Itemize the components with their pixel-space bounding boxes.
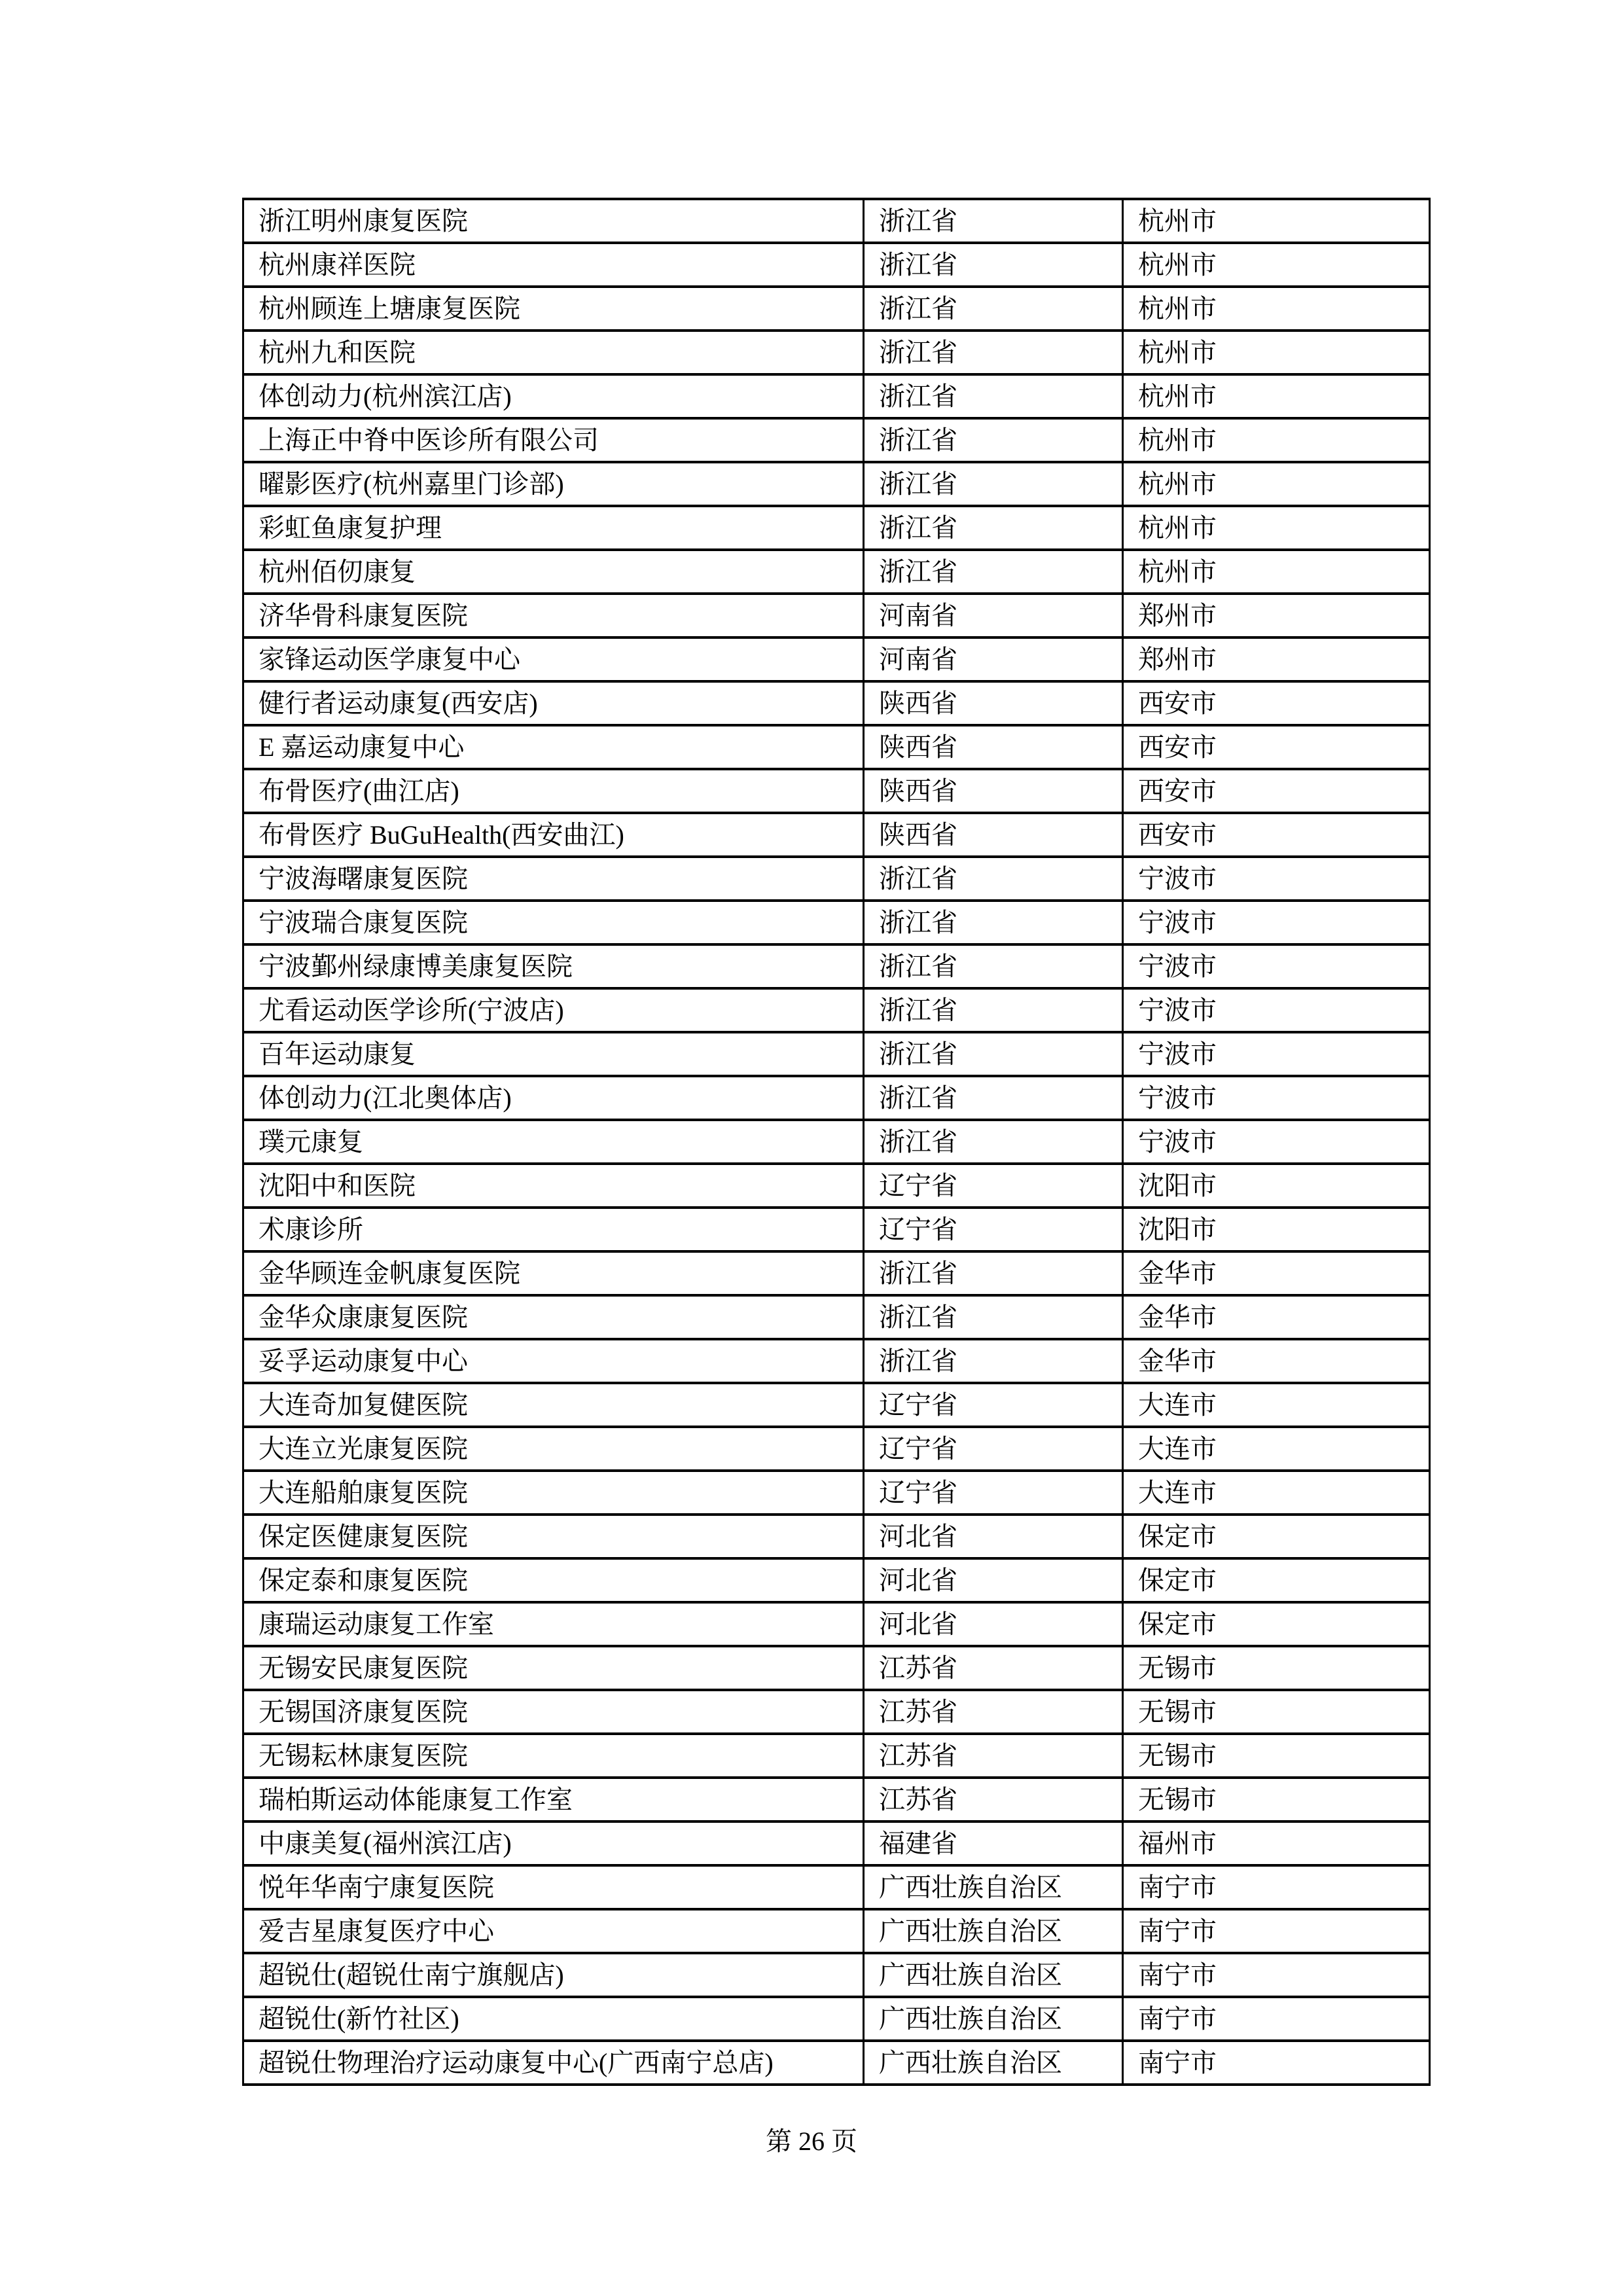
province-cell: 浙江省 <box>864 988 1123 1032</box>
province-cell: 浙江省 <box>864 1339 1123 1383</box>
province-cell: 辽宁省 <box>864 1471 1123 1515</box>
table-row <box>243 1602 1430 1646</box>
table-row <box>243 1558 1430 1602</box>
institution-name-cell: 上海正中脊中医诊所有限公司 <box>243 418 864 462</box>
province-cell: 河北省 <box>864 1515 1123 1558</box>
city-cell: 西安市 <box>1123 725 1430 769</box>
table-row <box>243 1076 1430 1120</box>
table-row <box>243 901 1430 944</box>
city-cell: 大连市 <box>1123 1471 1430 1515</box>
institution-name-cell: 杭州顾连上塘康复医院 <box>243 287 864 331</box>
page-number: 第 26 页 <box>766 2126 857 2156</box>
province-cell: 浙江省 <box>864 857 1123 901</box>
city-cell: 杭州市 <box>1123 506 1430 550</box>
city-cell: 宁波市 <box>1123 1120 1430 1164</box>
city-cell: 福州市 <box>1123 1821 1430 1865</box>
province-cell: 广西壮族自治区 <box>864 1953 1123 1997</box>
table-row <box>243 506 1430 550</box>
city-cell: 郑州市 <box>1123 594 1430 637</box>
city-cell: 宁波市 <box>1123 901 1430 944</box>
institution-name-cell: 无锡国济康复医院 <box>243 1690 864 1734</box>
city-cell: 沈阳市 <box>1123 1164 1430 1208</box>
province-cell: 广西壮族自治区 <box>864 1997 1123 2041</box>
province-cell: 浙江省 <box>864 1251 1123 1295</box>
institution-name-cell: 杭州佰仞康复 <box>243 550 864 594</box>
institution-name-cell: 无锡安民康复医院 <box>243 1646 864 1690</box>
city-cell: 南宁市 <box>1123 1997 1430 2041</box>
province-cell: 浙江省 <box>864 1032 1123 1076</box>
institution-name-cell: 中康美复(福州滨江店) <box>243 1821 864 1865</box>
province-cell: 浙江省 <box>864 199 1123 243</box>
table-row <box>243 857 1430 901</box>
province-cell: 浙江省 <box>864 944 1123 988</box>
table-row <box>243 1251 1430 1295</box>
institution-name-cell: 宁波鄞州绿康博美康复医院 <box>243 944 864 988</box>
province-cell: 广西壮族自治区 <box>864 1909 1123 1953</box>
province-cell: 浙江省 <box>864 462 1123 506</box>
city-cell: 宁波市 <box>1123 1032 1430 1076</box>
table-row <box>243 331 1430 374</box>
province-cell: 浙江省 <box>864 550 1123 594</box>
table-row <box>243 374 1430 418</box>
province-cell: 浙江省 <box>864 506 1123 550</box>
city-cell: 杭州市 <box>1123 331 1430 374</box>
institution-name-cell: 保定医健康复医院 <box>243 1515 864 1558</box>
province-cell: 浙江省 <box>864 1076 1123 1120</box>
province-cell: 河北省 <box>864 1602 1123 1646</box>
table-row <box>243 1515 1430 1558</box>
province-cell: 浙江省 <box>864 331 1123 374</box>
city-cell: 宁波市 <box>1123 988 1430 1032</box>
city-cell: 杭州市 <box>1123 550 1430 594</box>
table-row <box>243 1383 1430 1427</box>
city-cell: 金华市 <box>1123 1339 1430 1383</box>
city-cell: 西安市 <box>1123 813 1430 857</box>
institution-name-cell: 保定泰和康复医院 <box>243 1558 864 1602</box>
institution-name-cell: 大连奇加复健医院 <box>243 1383 864 1427</box>
table-row <box>243 637 1430 681</box>
table-row <box>243 1953 1430 1997</box>
city-cell: 无锡市 <box>1123 1690 1430 1734</box>
province-cell: 浙江省 <box>864 243 1123 287</box>
table-row <box>243 1646 1430 1690</box>
table-row <box>243 813 1430 857</box>
province-cell: 浙江省 <box>864 1120 1123 1164</box>
city-cell: 杭州市 <box>1123 462 1430 506</box>
institution-name-cell: 术康诊所 <box>243 1208 864 1251</box>
table-row <box>243 1295 1430 1339</box>
city-cell: 杭州市 <box>1123 243 1430 287</box>
city-cell: 金华市 <box>1123 1295 1430 1339</box>
table-row <box>243 769 1430 813</box>
institution-name-cell: 体创动力(江北奥体店) <box>243 1076 864 1120</box>
province-cell: 江苏省 <box>864 1690 1123 1734</box>
province-cell: 浙江省 <box>864 418 1123 462</box>
city-cell: 宁波市 <box>1123 1076 1430 1120</box>
institution-name-cell: 济华骨科康复医院 <box>243 594 864 637</box>
city-cell: 宁波市 <box>1123 857 1430 901</box>
city-cell: 杭州市 <box>1123 287 1430 331</box>
institution-name-cell: 爱吉星康复医疗中心 <box>243 1909 864 1953</box>
institution-name-cell: 康瑞运动康复工作室 <box>243 1602 864 1646</box>
province-cell: 河北省 <box>864 1558 1123 1602</box>
table-row <box>243 1208 1430 1251</box>
institution-name-cell: 家锋运动医学康复中心 <box>243 637 864 681</box>
city-cell: 大连市 <box>1123 1383 1430 1427</box>
table-row <box>243 462 1430 506</box>
city-cell: 南宁市 <box>1123 2041 1430 2085</box>
city-cell: 杭州市 <box>1123 418 1430 462</box>
city-cell: 保定市 <box>1123 1602 1430 1646</box>
table-row <box>243 287 1430 331</box>
table-row <box>243 1778 1430 1821</box>
table-row <box>243 2041 1430 2085</box>
institution-name-cell: 浙江明州康复医院 <box>243 199 864 243</box>
city-cell: 南宁市 <box>1123 1909 1430 1953</box>
institution-name-cell: 金华众康康复医院 <box>243 1295 864 1339</box>
city-cell: 无锡市 <box>1123 1734 1430 1778</box>
institution-name-cell: 百年运动康复 <box>243 1032 864 1076</box>
city-cell: 西安市 <box>1123 681 1430 725</box>
city-cell: 杭州市 <box>1123 374 1430 418</box>
table-row <box>243 594 1430 637</box>
institution-name-cell: 杭州康祥医院 <box>243 243 864 287</box>
province-cell: 广西壮族自治区 <box>864 2041 1123 2085</box>
institution-name-cell: 健行者运动康复(西安店) <box>243 681 864 725</box>
province-cell: 浙江省 <box>864 901 1123 944</box>
province-cell: 浙江省 <box>864 1295 1123 1339</box>
province-cell: 江苏省 <box>864 1778 1123 1821</box>
table-row <box>243 725 1430 769</box>
province-cell: 河南省 <box>864 637 1123 681</box>
city-cell: 南宁市 <box>1123 1953 1430 1997</box>
province-cell: 辽宁省 <box>864 1427 1123 1471</box>
table-row <box>243 988 1430 1032</box>
table-row <box>243 1821 1430 1865</box>
province-cell: 陕西省 <box>864 769 1123 813</box>
table-row <box>243 1427 1430 1471</box>
province-cell: 陕西省 <box>864 813 1123 857</box>
table-row <box>243 1865 1430 1909</box>
province-cell: 辽宁省 <box>864 1383 1123 1427</box>
city-cell: 杭州市 <box>1123 199 1430 243</box>
table-row <box>243 1909 1430 1953</box>
institution-name-cell: 宁波瑞合康复医院 <box>243 901 864 944</box>
table-row <box>243 243 1430 287</box>
institution-table-body <box>243 199 1430 2085</box>
table-row <box>243 1339 1430 1383</box>
institution-name-cell: 悦年华南宁康复医院 <box>243 1865 864 1909</box>
institution-table <box>242 198 1431 2086</box>
institution-name-cell: 大连船舶康复医院 <box>243 1471 864 1515</box>
institution-name-cell: 瑞柏斯运动体能康复工作室 <box>243 1778 864 1821</box>
province-cell: 浙江省 <box>864 287 1123 331</box>
institution-name-cell: 杭州九和医院 <box>243 331 864 374</box>
institution-name-cell: 布骨医疗 BuGuHealth(西安曲江) <box>243 813 864 857</box>
institution-name-cell: E 嘉运动康复中心 <box>243 725 864 769</box>
institution-name-cell: 沈阳中和医院 <box>243 1164 864 1208</box>
institution-name-cell: 彩虹鱼康复护理 <box>243 506 864 550</box>
table-row <box>243 418 1430 462</box>
institution-name-cell: 超锐仕(新竹社区) <box>243 1997 864 2041</box>
table-row <box>243 1734 1430 1778</box>
institution-name-cell: 超锐仕(超锐仕南宁旗舰店) <box>243 1953 864 1997</box>
province-cell: 江苏省 <box>864 1646 1123 1690</box>
province-cell: 广西壮族自治区 <box>864 1865 1123 1909</box>
city-cell: 保定市 <box>1123 1558 1430 1602</box>
province-cell: 江苏省 <box>864 1734 1123 1778</box>
institution-name-cell: 体创动力(杭州滨江店) <box>243 374 864 418</box>
province-cell: 辽宁省 <box>864 1208 1123 1251</box>
table-row <box>243 1690 1430 1734</box>
city-cell: 西安市 <box>1123 769 1430 813</box>
institution-name-cell: 宁波海曙康复医院 <box>243 857 864 901</box>
table-row <box>243 199 1430 243</box>
province-cell: 河南省 <box>864 594 1123 637</box>
city-cell: 沈阳市 <box>1123 1208 1430 1251</box>
province-cell: 辽宁省 <box>864 1164 1123 1208</box>
institution-name-cell: 璞元康复 <box>243 1120 864 1164</box>
table-row <box>243 944 1430 988</box>
institution-name-cell: 曜影医疗(杭州嘉里门诊部) <box>243 462 864 506</box>
table-row <box>243 1120 1430 1164</box>
institution-name-cell: 妥孚运动康复中心 <box>243 1339 864 1383</box>
institution-name-cell: 布骨医疗(曲江店) <box>243 769 864 813</box>
institution-name-cell: 超锐仕物理治疗运动康复中心(广西南宁总店) <box>243 2041 864 2085</box>
table-row <box>243 1032 1430 1076</box>
city-cell: 无锡市 <box>1123 1646 1430 1690</box>
table-row <box>243 550 1430 594</box>
institution-name-cell: 无锡耘林康复医院 <box>243 1734 864 1778</box>
table-row <box>243 681 1430 725</box>
city-cell: 南宁市 <box>1123 1865 1430 1909</box>
table-row <box>243 1997 1430 2041</box>
city-cell: 郑州市 <box>1123 637 1430 681</box>
city-cell: 无锡市 <box>1123 1778 1430 1821</box>
table-row <box>243 1471 1430 1515</box>
city-cell: 大连市 <box>1123 1427 1430 1471</box>
institution-name-cell: 大连立光康复医院 <box>243 1427 864 1471</box>
institution-name-cell: 金华顾连金帆康复医院 <box>243 1251 864 1295</box>
institution-name-cell: 尤看运动医学诊所(宁波店) <box>243 988 864 1032</box>
city-cell: 金华市 <box>1123 1251 1430 1295</box>
province-cell: 陕西省 <box>864 681 1123 725</box>
table-row <box>243 1164 1430 1208</box>
province-cell: 陕西省 <box>864 725 1123 769</box>
city-cell: 宁波市 <box>1123 944 1430 988</box>
city-cell: 保定市 <box>1123 1515 1430 1558</box>
province-cell: 福建省 <box>864 1821 1123 1865</box>
province-cell: 浙江省 <box>864 374 1123 418</box>
